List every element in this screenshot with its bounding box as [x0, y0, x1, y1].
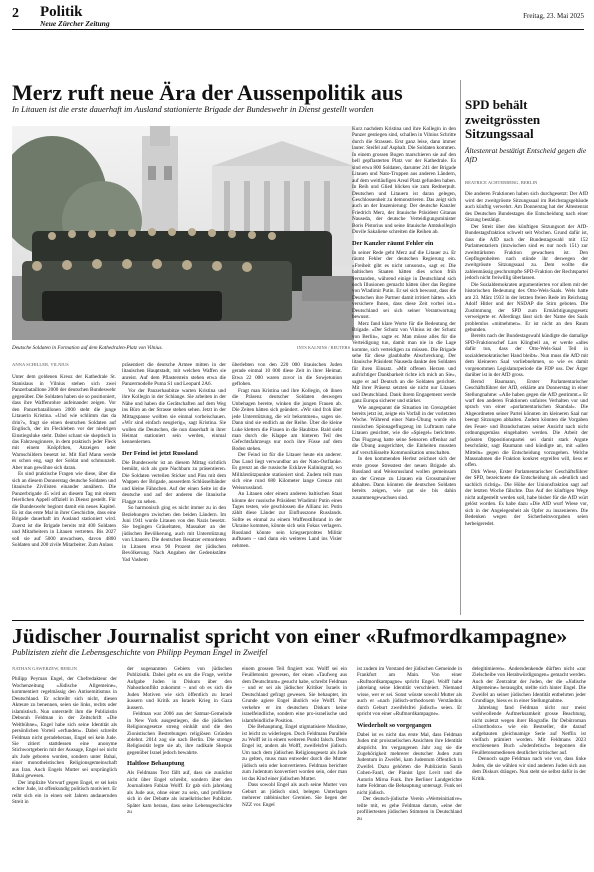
- paragraph: Merz fand klare Worte für die Bedeutung der Brigade. «Der Schutz von Vilnius ist der Schutz von Berlin», sagte er. Man müsse alles für die Verteidigung tun, damit man nie in die Lage komme, sich verteidigen zu müssen. Die Brigade sehe für diese glaubhafte Abschreckung. Der litauische Präsident Nauseda dankte den Soldaten für ihren Einsatz. «Mit offenen Herzen und aufrichtiger Dankbarkeit richte ich mich an Sie», sagte er auf Deutsch an die Soldaten gerichtet. Mit ihrer Präsenz setzten sie nicht nur Litauen und Deutschland. Dank ihrem Engagement werde ganz Europa sicherer und stärker.: [352, 320, 456, 405]
- paragraph: Fragt man Kristina und ihre Kollegin, ob ihnen die Präsenz deutscher Soldaten deswegen Unbehagen bereite, winken die jungen Frauen ab. Die Zeiten hätten sich geändert. «Wir sind froh über jede Unterstützung, die wir bekommen», sagen sie. Dann sind sie endlich an der Reihe. Über die kleine Luke klettern die Frauen in die Haubitze. Bald sieht man durch die Klappe am hinteren Teil des Gefechtsfahrzeugs nur noch ihre Füsse auf dem Boden stehen.: [232, 387, 342, 452]
- paragraph: Vor der Panzerhaubitze warten Kristina und ihre Kollegin in der Schlange. Sie arbeiten in der Nähe und haben die Gerätschaften auf dem Weg ins Büro an der Strasse stehen sehen. Jetzt in der Mittagspause wollten sie einmal vorbeischauen. «Wir sind einfach neugierig», sagt Kristina. Sie wollen die Deutschen, die nun dauerhaft in ihrer Heimat stationiert sein werden, einmal kennenlernen.: [122, 387, 226, 446]
- lead-column-3: [232, 362, 342, 616]
- page-number: 2: [12, 6, 19, 21]
- side-column: [465, 180, 588, 616]
- lead-deck: In Litauen ist die erste dauerhaft im Ausland stationierte Brigade der Bundeswehr in Dienst gestellt worden: [12, 105, 374, 114]
- paragraph: Die Sozialdemokraten argumentierten vor allem mit der historischen Bedeutung des Otto-Wels-Saals. Wels hatte am 23. März 1933 in der letzten freien Rede im Reichstag Adolf Hitler und der NSDAP die Stirn geboten. Die Zustimmung der SPD zum Ermächtigungsgesetz verweigerte er. Allerdings lässt sich der Name des Saals problemlos «mitnehmen». Er ist nicht an den Raum gebunden.: [465, 281, 588, 333]
- paragraph: Dabei ist es nicht das erste Mal, dass Feldman Juden mit proisraelischen Ansichten ihre Identität abspricht. Im vergangenen Jahr zog sie die Zugehörigkeit mehrerer deutscher Juden zum Judentum in Zweifel, kam Judentum öffentlich in Zweifel. Dazu gehörten die Publizistin Sarah Cohen-Fantl, der Pianist Igor Levit und die Autorin Mirna Funk. Ihre Berliner Landgerichte hatte Feldman die Behauptung untersagt. Funk sei nicht jüdisch.: [357, 731, 462, 796]
- second-column-4: [357, 666, 462, 868]
- header-rule: [12, 29, 584, 30]
- column-divider: [460, 80, 461, 615]
- section-title: Politik: [40, 4, 83, 20]
- lead-byline: ANNA SCHILLER, VILNIUS: [12, 362, 69, 367]
- subheading: Wiederholt so vorgegangen: [357, 721, 432, 729]
- paragraph: Unter dem goldenen Kreuz der Kathedrale St. Stanislaus in Vilnius stehen sich zwei Panzerbataillone 2000 der deutschen Bundeswehr gegenüber. Die Soldaten haben sie so positioniert, dass ihre Waffenrohre aufeinander zeigen. Vor den Panzerbataillonen 2000 steht die junge Litauerin Kristina. «Und wie schlimm das da drin?», fragt sie einen deutschen Soldaten auf Englisch, der im Fleckleben vor der niedrigen Einstiegsluke steht. Dabei schaut sie skeptisch in das Fahrzeuginnere, in dem praktisch jeder Fleck mit einem Knöpfchen, Anzeigen oder Warnschildern besetzt ist. Mit fünf Mann werde es schon eng, sagt der Soldat und schmunzelt. Aber man gewöhne sich daran.: [12, 374, 116, 471]
- paragraph: Es sind praktische Fragen wie diese, über die sich an diesem Donnerstag deutsche Soldaten und litauische Zivilisten einander annähern. Die Panzerbrigade 45 wird an diesem Tag mit einem feierlichen Appell offiziell in Dienst gestellt. Für die Bundeswehr beginnt damit ein neues Kapitel. Es ist das erste Mal in ihrer Geschichte, dass eine Brigade dauerhaft im Ausland stationiert wird. Zuerst ist die Brigade bereits mit 400 Soldaten und Mitarbeitern in Litauen vertreten. Bis 2027 soll sie auf 5000 anwachsen, davon 4800 Soldaten und 200 zivile Mitarbeiter. Zum Anlass: [12, 471, 116, 549]
- paragraph: Kurz nachdem Kristina und ihre Kollegin in den Panzer gestiegen sind, schallen in Vilnius Schritte durch die Strassen. Erst ganz leise, dann immer lauter. Steifel auf Asphalt. Die Soldaten kommen. In einem grossen Bogen marschieren sie auf den hell gepflasterten Platz vor der Kathedrale. Es sind etwa 800 Soldaten, darunter 241 der Brigade Litauen und Nato-Truppen aus anderen Ländern, auf dem weitläufigen Areal Platz gefunden haben. In Reih und Glied blicken sie zum Rednerpult. Deutschen und Litauern ist daran gelegen, Geschlossenheit zu demonstrieren. Das zeigt sich auch an der Inszenierung: Der deutsche Kanzler Friedrich Merz, der litauische Präsident Gitanas Nauseda, der deutsche Verteidigungsminister Boris Pistorius und seine litauische Amtskollegin Dovile Sakaliene schreiten die Reihen ab.: [352, 126, 456, 236]
- lead-column-4: [352, 126, 456, 616]
- section-rule: [12, 620, 584, 621]
- paragraph: überlebten von den 220 000 litauischen Juden gerade einmal 10 000 diese Zeit in ihrer Heimat. Etwa 22 000 waren zuvor in die Sowjetunion geflohen.: [232, 362, 342, 388]
- subheading: Haltlose Behauptung: [127, 760, 185, 768]
- paragraph: Bereits nach der Bundestagswahl kündigte die damalige SPD-Fraktionschef Lars Klingbeil an, er werde «alles dafür tun, dass der Otto-Wels-Saal Teil in sozialdemokratischer Hand bleibt». Nun muss die AfD mit dem kleineren Saal vorliebnehmen, so wie es damit vorgenommen Legislaturperiode die FDP uss. Der Ärger darüber ist in der AfD gross.: [465, 333, 588, 379]
- side-headline: SPD behält zweitgrössten Sitzungssaal: [465, 97, 541, 141]
- soldiers-photo: [12, 126, 354, 340]
- paragraph: An Litauen oder einem anderen baltischen Staat könnte der russische Präsident Wladimir Putin eines Tages testen, wie geschlossen die Allianz ist. Putin zählt diese Länder zur Einflusszone Russlands. Sollte es einmal zu einem Waffenstillstand in der Ukraine kommen, könnte sich sein Fokus verlagern. Russland könnte sein kriegserprobtes Militär aufbauen – und dann ein weiteres Land ins Visier nehmen.: [232, 491, 342, 549]
- paragraph: Wie angespannt die Situation im Grenzgebiet bereits jetzt ist, zeigte ein Vorfall in der vorletzten Woche. Während einer Nato-Übung wurde ein russischen Spionageflugzeug im Luftraum nahe Litauen gesichtet, wie die «Spiegel» berichtete. Das Flugzeug hatte seine Sensoren offenbar auf die Übung ausgerichtet, die Einheiten mussten auf verschlüsselte Kommunikation umschalten.: [352, 404, 456, 456]
- side-deck: Ältestenrat bestätigt Entscheid gegen die AfD: [465, 146, 587, 164]
- paragraph: ist zudem im Vorstand der jüdischen Gemeinde in Frankfurt am Main. Von einer «Rufmordkampagne» spricht Engel. Wolff habe jahrelang seine Identität verschleiert. Niemand wisse, wer er sei. Sonst wüsste sowohl Mutter als auch er «nach jüdisch-orthodoxem Verständnis durch Geburt zweifelsfrei jüdisch» seien. Er spricht von einer «Rufmordkampagne».: [357, 666, 462, 718]
- paragraph: präsentiert die deutsche Armee mitten in der litauischen Hauptstadt, mit welchen Waffen sie anreist. Auf dem Pflasterstein stehen etwa die Panzermodelle Puma S1 und Leopard 2A6.: [122, 362, 226, 388]
- subheading: Der Kanzler räumt Fehler ein: [352, 239, 434, 247]
- paragraph: Die anderen Fraktionen haben sich durchgesetzt: Der AfD wird der zweitgrösste Sitzungssaal im Reichstagsgebäude auch künftig verwehrt. Am Donnerstag hat der Ältestenrat des Deutschen Bundestages die Entscheidung nach einer Sitzung bestätigt.: [465, 191, 588, 224]
- paragraph: Die Bundeswehr ist an diesem Mittag sichtlich bemüht, sich als gute Nachbarn zu präsentieren. Die Soldaten verteilen Sticker und Pins mit dem Wappen der Brigade, ausserdem Schlüsselbänder und kleine Fähnchen. Auf der einen Seite ist die deutsche und auf der anderen die litauische Flagge zu sehen.: [122, 459, 226, 505]
- second-column-3: [242, 666, 347, 868]
- second-column-5: [472, 666, 586, 868]
- photo-credit: INTS KALNINS / REUTERS: [297, 345, 351, 350]
- paragraph: Der implizite Vorwurf gegen Engel, er sei kein echter Jude, ist offenkundig politisch motiviert. Er reiht sich ein in einen seit Jahren andauernden Streit in: [12, 779, 117, 806]
- second-byline: NATHAN GAWERZEW, BERLIN: [12, 666, 77, 671]
- second-deck: Publizisten zieht die Lebensgeschichte von Philipp Peyman Engel in Zweifel: [12, 648, 268, 657]
- paragraph: Dennoch sagte Feldman nach wie vor, dass linke Juden, die sie wählen wir sind anderen Juden sich aus dem Diskurs drängen. Nun steht sie selbst dafür in der Kritik.: [472, 756, 586, 782]
- paragraph: Der Streit über den künftigen Sitzungsort der AfD-Bundestagsfraktion schwelt seit Wochen. Grund dafür ist, dass die AfD nach der Bundestagswahl mit 152 Parlamentariern (inzwischen sind es nur noch 151) zur zweitstärksten Fraktion gewachsen ist. Den Gepflogenheiten nach stünde ihr deswegen der zweitgrösste Sitzungssaal zu. Dem wollte die zahlenmässig geschrumpfte SPD-Fraktion der Rechtspartei jedoch nicht freiwillig überlassen.: [465, 223, 588, 282]
- paragraph: In den kommenden Herbst zeichnet sich der erste grosse Stresstest der neuen Brigade ab. Russland und Weissrussland wollen gemeinsam an der Grenze zu Litauen ein Grossmanöver abhalten. Dann könnten die deutschen Soldaten bereits zeigen, wie gut sie bis dahin zusammengewachsen sind.: [352, 456, 456, 501]
- paragraph: Der Feind ist für die Litauer heute ein anderer. Das Land liegt verwundbar an der Nato-Ostflanke. Es grenzt an die russische Exklave Kaliningrad, wo Militärstützpunkte stationiert sind. Zudem teilt man sich eine rund 680 Kilometer lange Grenze mit Weissrussland.: [232, 452, 342, 491]
- paragraph: Dirk Wiese, Erster Parlamentarischer Geschäftsführer der SPD, bezeichnete die Entscheidung als «deutlich und sachlich richtig». Die Höhe der Unionsfraktion sagt auf der letzten Woche fälschte. Das Auf der künftigen Wege nicht aufgestellt werden soll, habe bisher für die AfD würt gelöst worden. Es habe dazu «Die AfD wurf Wiese vor, sich in der Angelegenheit als Opfer zu inszenieren. Die Bedenken wegen der Sicherheitsvorgaben seien herbeigeredet.: [465, 468, 588, 527]
- paragraph: Jahrelang fand Feldman nicht nur meist wohlwollende Aufmerksamkeit grosse Beachtung, nicht zuletzt wegen ihrer Biografie. Ihr Debütroman «Unorthodox» wie ein Bestseller, die darauf aufgebauten gleichnamige Serie auf Netflix ist vielfach prämiert worden. Mit Feldmans 2023 erschienenen Buch «Judenfetisch» begonnen die Feuilletonsmedienen deutlicher kritischer auf.: [472, 704, 586, 756]
- masthead: Neue Zürcher Zeitung: [40, 19, 110, 28]
- photo-caption: Deutsche Soldaten in Formation auf dem Kathedralen-Platz von Vilnius.: [12, 345, 163, 351]
- issue-date: Freitag, 23. Mai 2025: [523, 12, 584, 20]
- paragraph: Der deutsch-jüdische Verein «Werteinitiative» teilte mit, es gehe Feldman darum, «eine der profiliertesten jüdischen Stimmen in Deutschland zu: [357, 796, 462, 822]
- paragraph: In seiner Rede geht Merz auf die Litauer zu. Er räumt Fehler der deutschen Regierung ein. «Freiheit gibt es nicht umsonst», sagt er. Die baltischen Staaten hätten dies schon früh verstanden, während einige in Deutschland sich noch Illusionen gemacht hätten über das Regime von Wladimir Putin. Er sei sich bewusst, dass die Deutschen ihre Partner damit irritiert hätten. «Ich versichere Ihnen, dass diese Zeit vorbei ist.» Deutschland sei sich seiner Verantwortung bewusst.: [352, 249, 456, 321]
- paragraph: delegitimieren». Andersdenkende dürften nicht «zur Zielscheibe von Herabwürdigungen» gemacht werden. Auch der Zentralrat der Juden, der die «Jüdische Allgemeine» herausgibt, stellte sich hinter Engel. Die Zweifel an seiner jüdischen Identität entbehrten jeder Grundlage, hiess es in einer Stellungnahme.: [472, 666, 586, 705]
- lead-column-1: [12, 362, 116, 616]
- paragraph: Als Feldmans Text fällt auf, dass sie zunächst nicht über Engel schreibt, sondern über den Journalisten Fabian Wolff. Er gab sich jahrelang als Jude aus, ohne einer zu sein, und profilierte sich in der Debatte als israelkritischer Publizist. Später kam heraus, dass seine Lebensgeschichte zu: [127, 770, 232, 816]
- paragraph: Bernd Baumann, Erster Parlamentarischer Geschäftsführer der AfD, erklärte am Donnerstag in einer Stellungnahme: «Alle haben gegen die AfD gestimmt.» Er warf den anderen Fraktionen unfaires Verhalten vor und sprach von einer «parlamentarischen Skandal». Die Abgeordneten seiner Partei könnten im kleineren Saal nur beengt Sitzungen abhalten. Zudem könnten die Vorgaben des Feuer- und Brandschutzes seiner Ansicht nach nicht ordnungsgemäss eingehalten werden. Die Arbeit der grössten Oppositionspartei sei damit stark Argute beschränkt, sagt Baumann und kündigte an, mit «allen Mitteln» gegen die Entscheidung vorzugehen. Welche Massnahmen die Fraktion konkret ergreifen will, liess er offen.: [465, 378, 588, 469]
- lead-headline: Merz ruft neue Ära der Aussenpolitik aus: [12, 80, 403, 105]
- lead-column-2: [122, 362, 226, 616]
- second-column-2: [127, 666, 232, 868]
- paragraph: Die Behauptung, Engel stigmatisiere Muslime, ist leicht zu widerlegen. Doch Feldmans Parallele zu Wolff ist in einem weiteren Punkt falsch. Denn Engel ist, anders als Wolff, zweifelsfrei jüdisch. Um nach dem jüdischen Religionsgesetz als Jude zu gelten, muss man entweder durch die Mutter jüdisch sein oder konvertieren. Feldman berichtet zum Judentum konvertiert worden sein, oder man ist das Kind einer jüdischen Mutter.: [242, 724, 347, 782]
- subheading: Der Feind ist jetzt Russland: [122, 449, 198, 457]
- paragraph: Philipp Peyman Engel, der Chefredakteur der Wochenzeitung «Jüdische Allgemeine», kommentiert regelmässig den Antisemitismus in Deutschland. Er schreibt sich nicht, diesen Akteure zu benennen, seien sie links, rechts oder islamistisch. Nun unterstellt ihm die Publizistin Deborah Feldman in der Zeitschrift «Die Weltbühne», Engel habe sich seine Identität als persönlichen Vorteil «erfunden». Dabei schreibt Feldman nicht geradeheraus, Engel sei kein Jude. Sie zitiert stattdessen eine anonyme Stichwortgeberin mit der Aussage, Engel sei nicht als Jude geboren worden, sondern unter Bahai, einer monotheistischen Religionsgemeinschaft aus Iran. Auch Engels Mutter sei ursprünglich Bahai gewesen.: [12, 676, 117, 780]
- second-headline: Jüdischer Journalist spricht von einer «Rufmordkampagne»: [12, 624, 568, 648]
- paragraph: der sogenannten Gebiets von jüdischen Publizistik. Dabei geht es um die Frage, welche Aufgabe Juden in Diskurs über den Nahostkonflikt zukommt – und ob es sich die Juden Motiven wie sich öffentlich zu Israel äussern und Kritik an Israels Krieg in Gaza äussern.: [127, 666, 232, 711]
- paragraph: einem grossen Teil fingiert war. Wolff sei ein Feuilletonist gewesen, der einen «Taufweg aus dem Deutschtum» gesucht habe, schreibt Feldman – und er sei als jüdischer Kritiker Israels in Deutschland gefragt gewesen. Sie behauptet, im Grunde agiere Engel ähnlich wie Wolff. Nur verkehre er im deutschen Diskurs keine israelfeindliche, sondern eine pro-israelische und islamfeindliche Position.: [242, 666, 347, 724]
- paragraph: So harmonisch ging es nicht immer zu in den Beziehungen zwischen den beiden Ländern. Im Juni 1941 wurde Litauen von den Nazis besetzt. Sie begingen Gräueltaten, Massaker an der jüdischen Bevölkerung, auch mit Unterstützung von Litauern. Die deutschen Besatzer ermordeten in Litauen etwa 90 Prozent der jüdischen Bevölkerung. Nach Angaben der Gedenkstätte Yad Vashem: [122, 505, 226, 563]
- paragraph: Feldman war 2006 aus der Satmar-Gemeinde in New York ausgestiegen, die die jüdischen Religionsgesetze streng einhält und die den Zionistischen Bestrebungen religiösen Gründen ablehnt. 2014 zog sie nach Berlin. Die strenge Religiosität legte sie ab, ihre radikale Skepsis gegenüber Israel jedoch bewahrte.: [127, 711, 232, 756]
- lead-photo: [12, 126, 354, 340]
- side-byline: BEATRICE ACHTERBERG, BERLIN: [465, 180, 538, 185]
- paragraph: Dass sowohl Engel als auch seine Mutter von Geburt an jüdisch sind, belegen Unterlagen mehrerer rabbinischer Gremien. Sie liegen der NZZ vor. Engel: [242, 782, 347, 808]
- second-column-1: [12, 666, 117, 868]
